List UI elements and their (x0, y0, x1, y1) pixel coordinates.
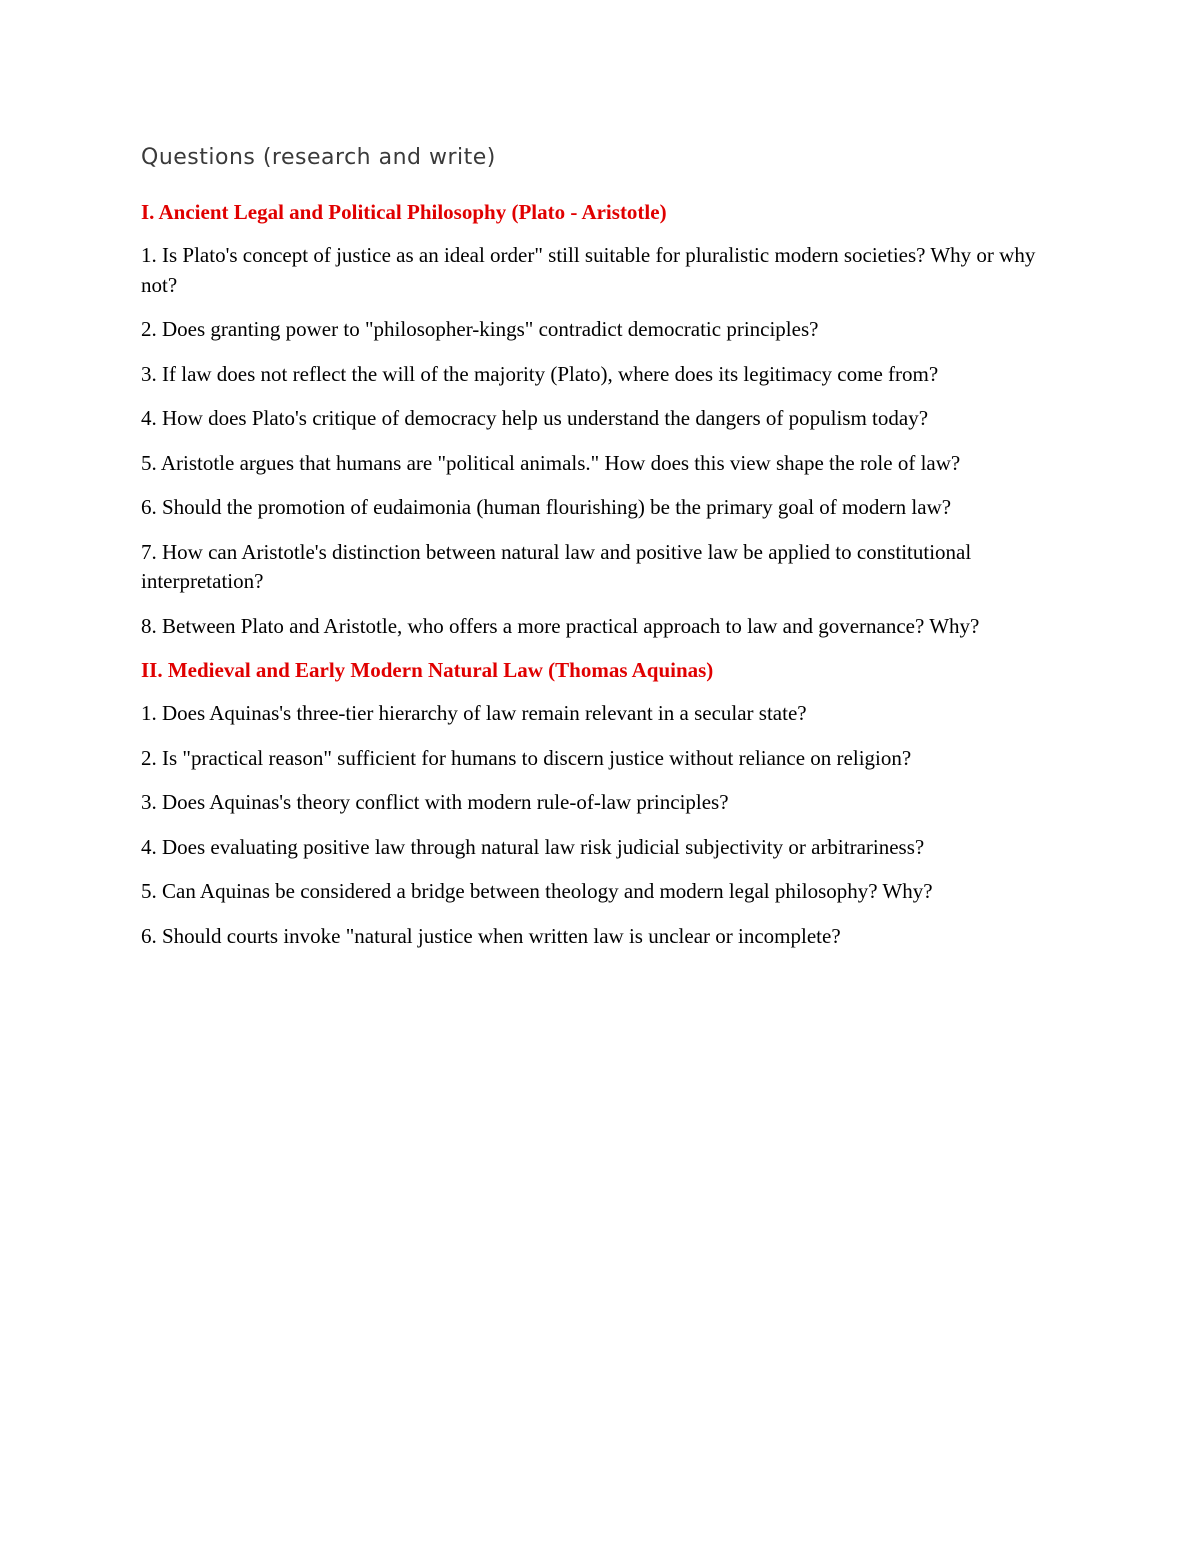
question-item: 6. Should courts invoke "natural justice when written law is unclear or incomplete? (141, 923, 841, 948)
question-item: 2. Is "practical reason" sufficient for humans to discern justice without reliance on religion? (141, 745, 912, 770)
question-item: 5. Aristotle argues that humans are "political animals." How does this view shape the role of law? (141, 450, 961, 475)
question-item: 5. Can Aquinas be considered a bridge between theology and modern legal philosophy? Why? (141, 879, 933, 903)
section-ancient-philosophy (141, 198, 1071, 641)
section-natural-law (141, 656, 1071, 951)
question-item: 4. How does Plato's critique of democracy help us understand the dangers of populism today? (141, 406, 929, 430)
document-title: Questions (research and write) (141, 145, 496, 170)
question-item: 8. Between Plato and Aristotle, who offers a more practical approach to law and governance? Why? (141, 613, 980, 638)
section-heading: II. Medieval and Early Modern Natural Law (Thomas Aquinas) (141, 658, 714, 682)
question-item: 2. Does granting power to "philosopher-kings" contradict democratic principles? (141, 317, 819, 341)
question-item: 4. Does evaluating positive law through natural law risk judicial subjectivity or arbitrariness? (141, 834, 925, 859)
question-item: 6. Should the promotion of eudaimonia (human flourishing) be the primary goal of modern law? (141, 495, 952, 519)
question-item: 3. Does Aquinas's theory conflict with modern rule-of-law principles? (141, 790, 729, 814)
question-item: 3. If law does not reflect the will of the majority (Plato), where does its legitimacy come from? (141, 361, 939, 386)
question-item: 1. Does Aquinas's three-tier hierarchy of law remain relevant in a secular state? (141, 701, 807, 725)
section-heading: I. Ancient Legal and Political Philosophy (Plato - Aristotle) (141, 200, 667, 224)
document-body (141, 140, 1071, 966)
question-item: 1. Is Plato's concept of justice as an ideal order" still suitable for pluralistic modern societies? Why or why not? (141, 243, 1036, 297)
question-item: 7. How can Aristotle's distinction between natural law and positive law be applied to constitutional interpretation? (141, 539, 972, 593)
